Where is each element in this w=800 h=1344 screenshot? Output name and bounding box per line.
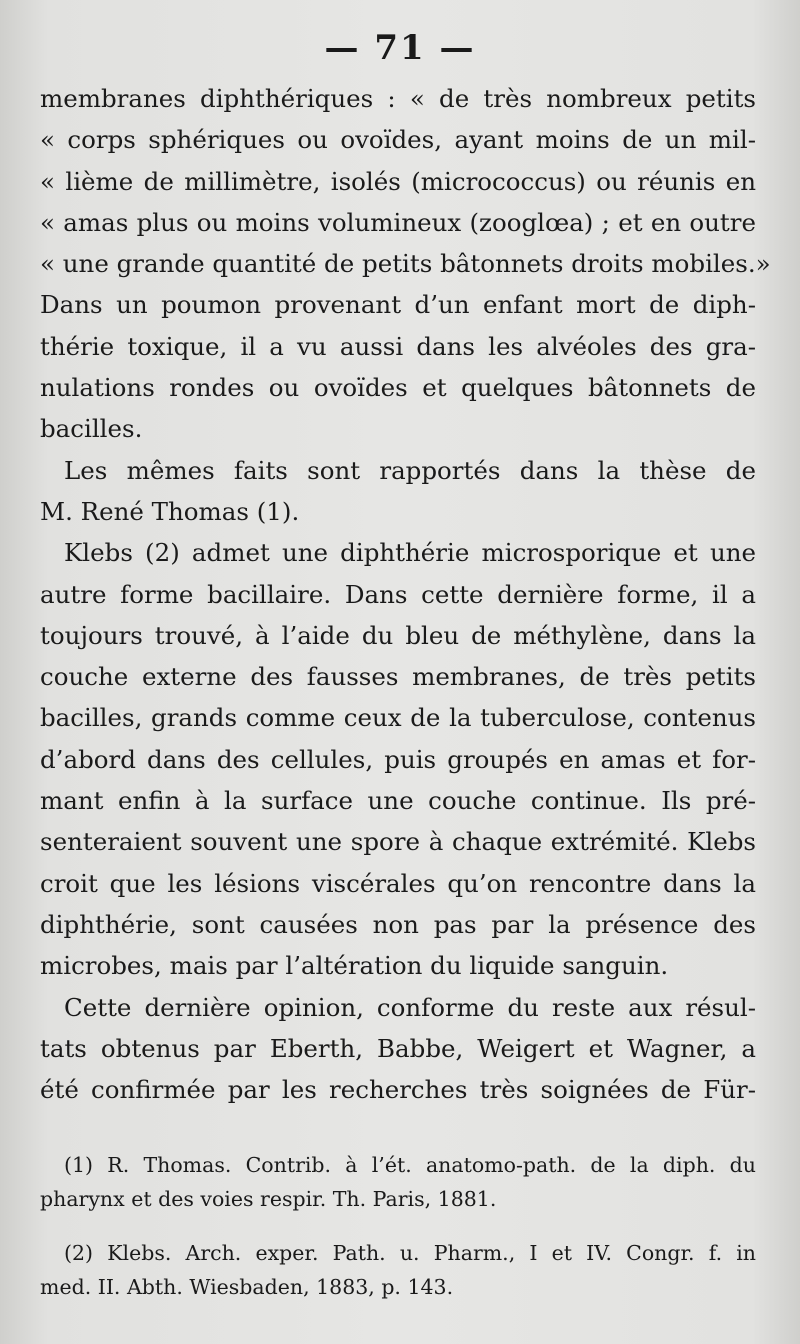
- body-text: [40, 78, 771, 1110]
- text-line: d’abord dans des cellules, puis groupés en amas et for-: [40, 744, 756, 774]
- text-line: autre forme bacillaire. Dans cette dernière forme, il a: [40, 579, 756, 609]
- text-line: été confirmée par les recherches très soignées de Für-: [40, 1075, 756, 1105]
- footnotes: [40, 1148, 756, 1304]
- text-line: diphthérie, sont causées non pas par la présence des: [40, 909, 756, 939]
- text-line: microbes, mais par l’altération du liquide sanguin.: [40, 951, 669, 981]
- text-line: « amas plus ou moins volumineux (zooglœa) ; et en outre: [40, 207, 756, 237]
- text-line: Klebs (2) admet une diphthérie microsporique et une: [64, 538, 756, 568]
- text-line: tats obtenus par Eberth, Babbe, Weigert et Wagner, a: [40, 1033, 756, 1063]
- text-line: Cette dernière opinion, conforme du reste aux résul-: [64, 992, 756, 1022]
- footnote-line: (1) R. Thomas. Contrib. à l’ét. anatomo-path. de la diph. du: [64, 1153, 756, 1177]
- text-line: « corps sphériques ou ovoïdes, ayant moins de un mil-: [40, 125, 756, 155]
- text-line: croit que les lésions viscérales qu’on rencontre dans la: [40, 868, 756, 898]
- text-line: nulations rondes ou ovoïdes et quelques bâtonnets de: [40, 373, 756, 403]
- text-line: « lième de millimètre, isolés (micrococcus) ou réunis en: [40, 166, 756, 196]
- text-line: couche externe des fausses membranes, de très petits: [40, 662, 756, 692]
- page-number: — 71 —: [324, 28, 476, 68]
- footnote-line: med. II. Abth. Wiesbaden, 1883, p. 143.: [40, 1275, 454, 1299]
- text-line: membranes diphthériques : « de très nombreux petits: [40, 84, 756, 113]
- text-line: bacilles, grands comme ceux de la tuberculose, contenus: [40, 703, 756, 733]
- text-line: M. René Thomas (1).: [40, 496, 300, 526]
- text-line: toujours trouvé, à l’aide du bleu de méthylène, dans la: [40, 620, 756, 650]
- text-line: bacilles.: [40, 414, 143, 444]
- text-line: Dans un poumon provenant d’un enfant mort de diph-: [40, 290, 756, 320]
- text-line: senteraient souvent une spore à chaque extrémité. Klebs: [40, 827, 756, 857]
- footnote-line: pharynx et des voies respir. Th. Paris, 1881.: [40, 1187, 497, 1211]
- text-line: « une grande quantité de petits bâtonnets droits mobiles.»: [40, 249, 771, 279]
- text-line: mant enfin à la surface une couche continue. Ils pré-: [40, 786, 756, 816]
- footnote-line: (2) Klebs. Arch. exper. Path. u. Pharm., I et IV. Congr. f. in: [64, 1241, 756, 1265]
- text-line: Les mêmes faits sont rapportés dans la thèse de: [64, 455, 756, 485]
- text-line: thérie toxique, il a vu aussi dans les alvéoles des gra-: [40, 331, 756, 361]
